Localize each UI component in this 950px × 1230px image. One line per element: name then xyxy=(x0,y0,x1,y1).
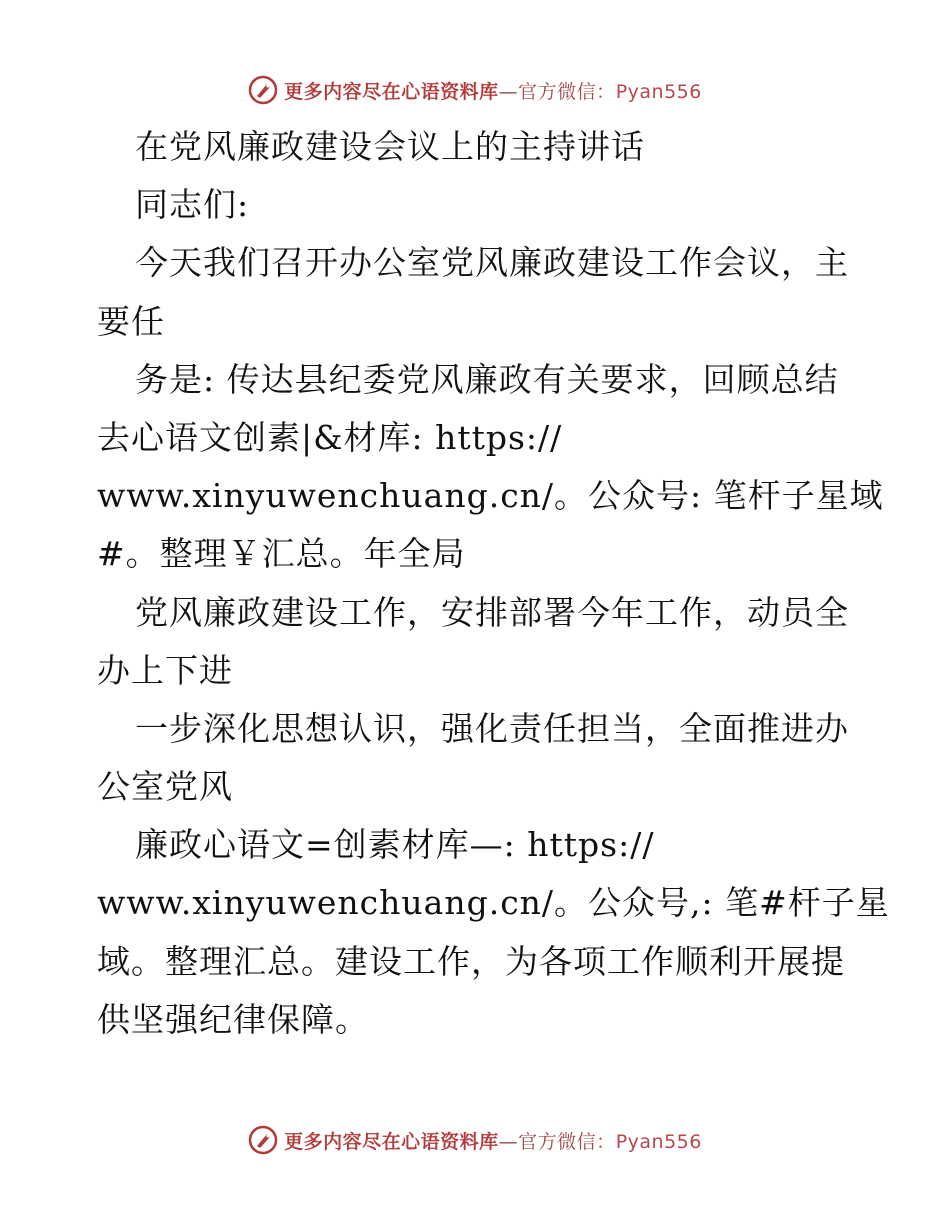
header-watermark-dash: — xyxy=(498,80,519,103)
document-line: 今天我们召开办公室党风廉政建设工作会议，主 xyxy=(135,243,849,283)
document-line: 一步深化思想认识，强化责任担当，全面推进办 xyxy=(135,708,849,748)
document-line: 同志们: xyxy=(135,185,250,225)
document-line: 公室党风 xyxy=(97,767,233,807)
pen-nib-logo-icon xyxy=(248,1125,278,1155)
footer-watermark-dash: — xyxy=(498,1130,519,1153)
document-line: 务是: 传达县纪委党风廉政有关要求，回顾总结 xyxy=(135,359,839,399)
document-line: 办上下进 xyxy=(97,650,233,690)
document-line: www.xinyuwenchuang.cn/。公众号: 笔杆子星域 xyxy=(97,476,884,516)
document-line: 供坚强纪律保障。 xyxy=(97,999,369,1039)
document-line: 域。整理汇总。建设工作，为各项工作顺利开展提 xyxy=(97,941,845,981)
pen-nib-logo-icon xyxy=(248,75,278,105)
footer-watermark-wechat-id: Pyan556 xyxy=(615,1130,702,1153)
footer-watermark-main: 更多内容尽在心语资料库 xyxy=(284,1130,499,1153)
header-watermark-wechat-label: 官方微信： xyxy=(518,80,616,103)
footer-watermark-text xyxy=(284,1127,702,1154)
document-line: www.xinyuwenchuang.cn/。公众号,: 笔#杆子星 xyxy=(97,883,890,923)
footer-watermark-wechat-label: 官方微信： xyxy=(518,1130,616,1153)
header-watermark-text xyxy=(284,77,702,104)
document-line: 党风廉政建设工作，安排部署今年工作，动员全 xyxy=(135,592,849,632)
document-line: #。整理￥汇总。年全局 xyxy=(97,534,466,574)
document-body xyxy=(97,118,890,1049)
document-line: 在党风廉政建设会议上的主持讲话 xyxy=(135,127,645,166)
header-watermark-main: 更多内容尽在心语资料库 xyxy=(284,80,499,103)
document-line: 去心语文创素|&材库: https:// xyxy=(97,417,563,457)
header-watermark-banner xyxy=(0,70,950,110)
document-line: 廉政心语文=创素材库—: https:// xyxy=(135,825,655,865)
footer-watermark-banner xyxy=(0,1120,950,1160)
header-watermark-wechat-id: Pyan556 xyxy=(615,80,702,103)
document-line: 要任 xyxy=(97,301,165,341)
